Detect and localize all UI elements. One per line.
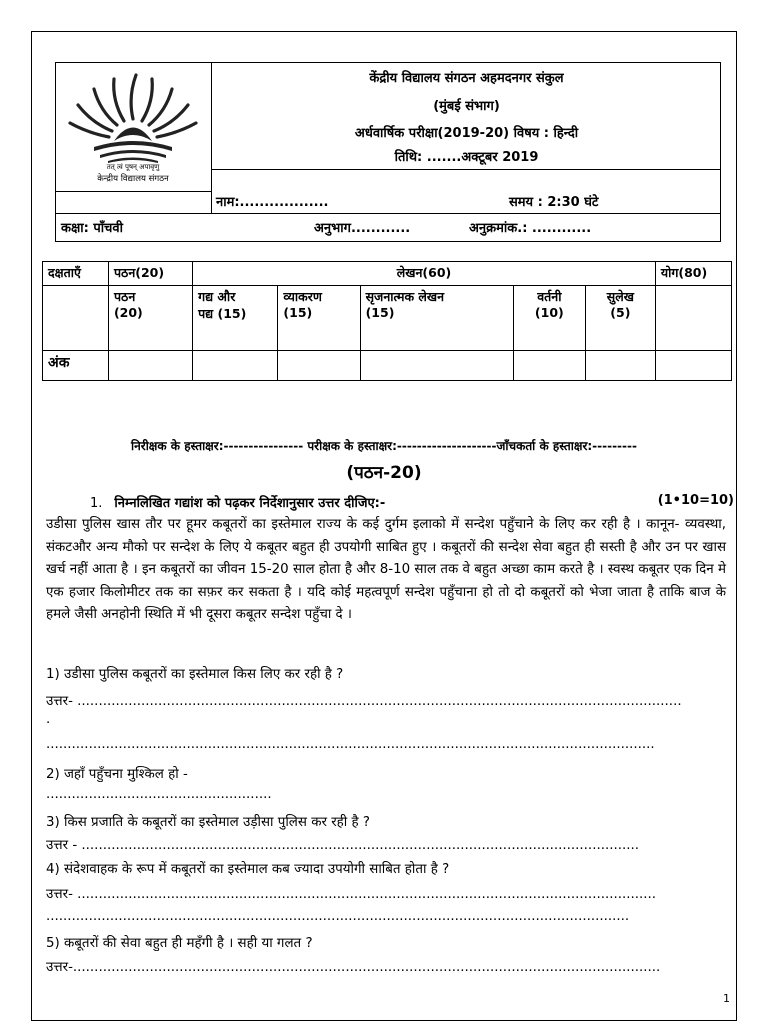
table-cell: लेखन(60) bbox=[193, 262, 656, 286]
table-cell: गद्य और पद्य (15) bbox=[193, 286, 278, 351]
reading-passage: उडीसा पुलिस खास तौर पर हूमर कबूतरों का इस्तेमाल राज्य के कई दुर्गम इलाको में सन्देश पहुँचाने के लिए कर रही है । कानून- व्यवस्था, संकटऔर अन्य मौको पर सन्देश के लिए ये कबूतर बहुत ही उपयोगी साबित हुए । कबूतरों की सन्देश सेवा बहुत ही सस्ती है और उन पर खास खर्च नहीं आता है । इन कबूतरों का जीवन 15-20 साल होता है और 8-10 साल तक वे बहुत अच्छा काम करते है । स्वस्थ कबूतर एक दिन मे एक हजार किलोमीटर तक का सफ़र कर सकता है । यदि कोई महत्वपूर्ण सन्देश पहुँचाना हो तो दो कबूतरों को भेजा जाता है ताकि बाज के हमले जैसी अनहोनी स्थिति में भी दूसरा कबूतर सन्देश पहुँचा दे । bbox=[46, 517, 726, 623]
question-line: 5) कबूतरों की सेवा बहुत ही महँगी है । सही या गलत ? bbox=[46, 936, 313, 951]
date-line: तिथि: .......अक्टूबर 2019 bbox=[394, 150, 539, 165]
logo-motto: तत् त्वं पूषन् अपावृणु bbox=[106, 163, 160, 171]
answer-line[interactable]: उत्तर-.......................................................................................................................................... bbox=[46, 960, 661, 975]
exam-header-box bbox=[55, 62, 721, 242]
question-number: 1. bbox=[90, 496, 103, 511]
marks-input-cell[interactable] bbox=[655, 351, 731, 381]
question-line: 1) उडीसा पुलिस कबूतरों का इस्तेमाल किस लिए कर रही है ? bbox=[46, 667, 344, 682]
question-1-instruction bbox=[90, 493, 385, 511]
table-cell bbox=[43, 286, 109, 351]
answer-line[interactable]: उत्तर- ........................................................................................................................................ bbox=[46, 887, 657, 902]
table-cell bbox=[655, 286, 731, 351]
table-cell: वर्तनी (10) bbox=[513, 286, 585, 351]
table-cell: व्याकरण (15) bbox=[278, 286, 360, 351]
marks-input-cell[interactable] bbox=[360, 351, 513, 381]
exam-line: अर्धवार्षिक परीक्षा(2019-20) विषय : हिन्दी bbox=[354, 126, 579, 141]
section-field[interactable]: अनुभाग............ bbox=[314, 221, 411, 236]
table-cell: पठन(20) bbox=[108, 262, 192, 286]
region-line: (मुंबई संभाग) bbox=[433, 99, 500, 114]
table-cell: दक्षताएँ bbox=[43, 262, 109, 286]
marks-input-cell[interactable] bbox=[278, 351, 360, 381]
table-cell: योग(80) bbox=[655, 262, 731, 286]
marks-row-label: अंक bbox=[43, 351, 109, 381]
time-label: समय : 2:30 घंटे bbox=[509, 195, 599, 210]
kvs-logo bbox=[58, 67, 208, 189]
answer-line[interactable]: उत्तर - ................................................................................................................................... bbox=[46, 838, 640, 853]
marks-input-cell[interactable] bbox=[108, 351, 192, 381]
signatures-line: निरीक्षक के हस्ताक्षर:---------------- परीक्षक के हस्ताक्षर:--------------------जाँचकर्ता के हस्ताक्षर:--------- bbox=[131, 439, 637, 453]
question-line: 4) संदेशवाहक के रूप में कबूतरों का इस्तेमाल कब ज्यादा उपयोगी साबित होता है ? bbox=[46, 862, 450, 877]
question-1-marks: (1•10=10) bbox=[657, 493, 734, 508]
answer-line[interactable]: ............................................................................................................................................... bbox=[46, 737, 655, 752]
answer-line[interactable]: ......................................................................................................................................... bbox=[46, 909, 630, 924]
page-number: 1 bbox=[723, 992, 730, 1005]
answer-line: . bbox=[46, 712, 51, 727]
rising-sun-logo-icon bbox=[64, 69, 202, 163]
roll-number-field[interactable]: अनुक्रमांक.: ............ bbox=[469, 221, 592, 236]
answer-line[interactable]: उत्तर- .............................................................................................................................................. bbox=[46, 694, 682, 709]
table-cell: सुलेख (5) bbox=[585, 286, 655, 351]
answer-line[interactable]: ..................................................... bbox=[46, 787, 272, 802]
question-line: 2) जहाँ पहुँचना मुश्किल हो - bbox=[46, 767, 188, 782]
org-line: केंद्रीय विद्यालय संगठन अहमदनगर संकुल bbox=[369, 71, 564, 86]
marks-input-cell[interactable] bbox=[585, 351, 655, 381]
table-cell: पठन (20) bbox=[108, 286, 192, 351]
section-title: (पठन-20) bbox=[346, 463, 422, 483]
table-cell: सृजनात्मक लेखन (15) bbox=[360, 286, 513, 351]
marks-input-cell[interactable] bbox=[513, 351, 585, 381]
question-text: निम्नलिखित गद्यांश को पढ़कर निर्देशानुसार उत्तर दीजिए:- bbox=[114, 496, 386, 511]
class-label: कक्षा: पाँचवी bbox=[61, 221, 123, 236]
name-field[interactable]: नाम:.................. bbox=[216, 195, 329, 210]
logo-org-name: केन्द्रीय विद्यालय संगठन bbox=[97, 174, 169, 184]
marks-input-cell[interactable] bbox=[193, 351, 278, 381]
question-line: 3) किस प्रजाति के कबूतरों का इस्तेमाल उड़ीसा पुलिस कर रही है ? bbox=[46, 815, 370, 830]
marks-table bbox=[42, 261, 732, 381]
